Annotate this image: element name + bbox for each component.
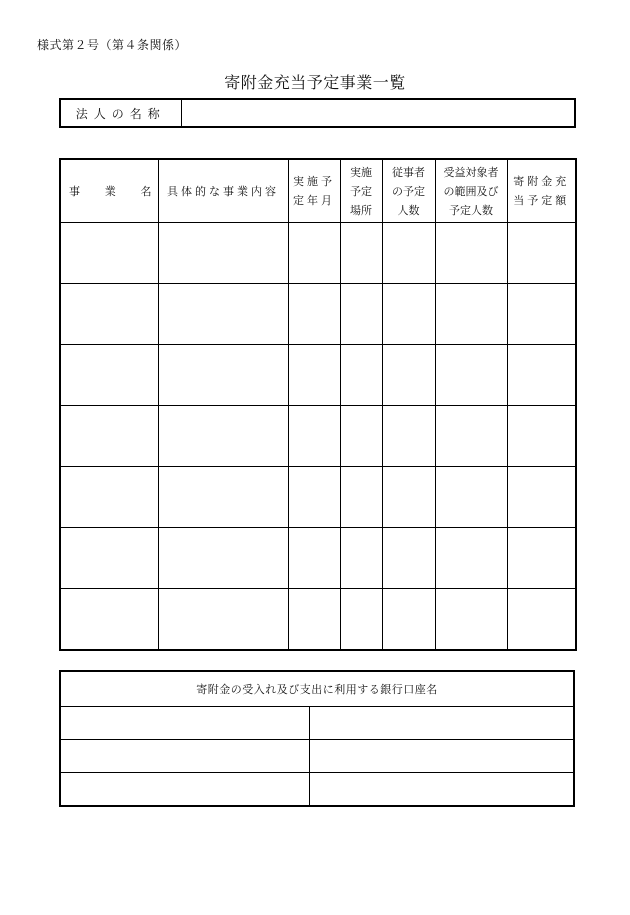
header-line: 予定人数 — [449, 203, 493, 217]
table-cell[interactable] — [507, 223, 576, 284]
table-cell[interactable] — [340, 284, 382, 345]
table-cell[interactable] — [158, 467, 288, 528]
document-title: 寄附金充当予定事業一覧 — [224, 73, 406, 92]
table-cell[interactable] — [288, 223, 340, 284]
header-project-name — [60, 159, 158, 223]
table-cell[interactable] — [340, 406, 382, 467]
table-cell[interactable] — [507, 284, 576, 345]
table-cell[interactable] — [60, 284, 158, 345]
header-line: の予定 — [392, 184, 425, 198]
header-line: 実施 — [350, 165, 372, 179]
table-cell[interactable] — [382, 467, 435, 528]
header-implementation-date — [288, 159, 340, 223]
table-cell[interactable] — [158, 223, 288, 284]
table-cell[interactable] — [340, 528, 382, 589]
header-line: の範囲及び — [443, 184, 499, 198]
table-row — [60, 284, 576, 345]
table-row — [60, 707, 574, 740]
table-cell[interactable] — [60, 740, 309, 773]
corporation-name-row — [60, 99, 575, 127]
table-cell[interactable] — [60, 528, 158, 589]
table-cell[interactable] — [507, 345, 576, 406]
table-row — [60, 223, 576, 284]
corporation-name-field[interactable] — [181, 99, 575, 127]
table-cell[interactable] — [288, 467, 340, 528]
table-cell[interactable] — [288, 284, 340, 345]
table-row — [60, 406, 576, 467]
table-cell[interactable] — [340, 345, 382, 406]
header-project-content — [158, 159, 288, 223]
header-donation-amount — [507, 159, 576, 223]
table-cell[interactable] — [435, 223, 507, 284]
table-cell[interactable] — [288, 406, 340, 467]
table-row — [60, 528, 576, 589]
bank-account-table — [59, 670, 575, 807]
corporation-name-table — [59, 98, 576, 128]
table-cell[interactable] — [158, 406, 288, 467]
table-cell[interactable] — [60, 707, 309, 740]
table-row — [60, 773, 574, 807]
form-number: 様式第２号（第４条関係） — [37, 38, 188, 52]
table-cell[interactable] — [435, 467, 507, 528]
table-row — [60, 345, 576, 406]
table-cell[interactable] — [382, 528, 435, 589]
table-cell[interactable] — [288, 528, 340, 589]
table-cell[interactable] — [60, 345, 158, 406]
table-cell[interactable] — [435, 528, 507, 589]
corporation-name-label: 法人の名称 — [60, 99, 181, 127]
header-line: 当予定額 — [513, 194, 570, 207]
table-cell[interactable] — [309, 740, 574, 773]
table-cell[interactable] — [60, 773, 309, 807]
table-row — [60, 467, 576, 528]
table-cell[interactable] — [435, 406, 507, 467]
table-cell[interactable] — [382, 284, 435, 345]
table-cell[interactable] — [340, 589, 382, 651]
table-cell[interactable] — [309, 707, 574, 740]
header-project-name-char: 名 — [140, 184, 152, 198]
table-cell[interactable] — [435, 345, 507, 406]
header-line: 場所 — [350, 203, 372, 217]
table-cell[interactable] — [158, 345, 288, 406]
table-cell[interactable] — [60, 589, 158, 651]
table-cell[interactable] — [340, 223, 382, 284]
table-cell[interactable] — [60, 467, 158, 528]
project-plan-table — [59, 158, 577, 651]
table-cell[interactable] — [382, 223, 435, 284]
table-cell[interactable] — [288, 345, 340, 406]
header-line: 従事者 — [392, 165, 425, 179]
table-cell[interactable] — [435, 589, 507, 651]
table-cell[interactable] — [382, 406, 435, 467]
table-cell[interactable] — [158, 528, 288, 589]
table-cell[interactable] — [60, 223, 158, 284]
table-cell[interactable] — [435, 284, 507, 345]
header-project-name-char: 事 — [69, 184, 80, 198]
header-line: 人数 — [397, 203, 420, 217]
table-cell[interactable] — [507, 528, 576, 589]
table-row — [60, 740, 574, 773]
table-cell[interactable] — [382, 589, 435, 651]
bank-account-header: 寄附金の受入れ及び支出に利用する銀行口座名 — [60, 671, 574, 707]
table-cell[interactable] — [309, 773, 574, 807]
header-project-name-char: 業 — [104, 184, 116, 198]
table-cell[interactable] — [507, 467, 576, 528]
table-cell[interactable] — [158, 589, 288, 651]
header-line: 予定 — [350, 184, 372, 198]
header-line: 具体的な事業内容 — [167, 184, 279, 198]
header-staff-count — [382, 159, 435, 223]
header-line: 実施予 — [293, 175, 335, 188]
table-row — [60, 589, 576, 651]
table-cell[interactable] — [382, 345, 435, 406]
table-cell[interactable] — [288, 589, 340, 651]
bank-account-header-row — [60, 671, 574, 707]
table-cell[interactable] — [507, 589, 576, 651]
project-plan-header-row — [60, 159, 576, 223]
header-beneficiaries — [435, 159, 507, 223]
table-cell[interactable] — [158, 284, 288, 345]
header-line: 定年月 — [293, 194, 335, 207]
header-line: 寄附金充 — [513, 175, 570, 188]
table-cell[interactable] — [507, 406, 576, 467]
table-cell[interactable] — [340, 467, 382, 528]
header-line: 受益対象者 — [443, 165, 499, 179]
table-cell[interactable] — [60, 406, 158, 467]
header-implementation-place — [340, 159, 382, 223]
